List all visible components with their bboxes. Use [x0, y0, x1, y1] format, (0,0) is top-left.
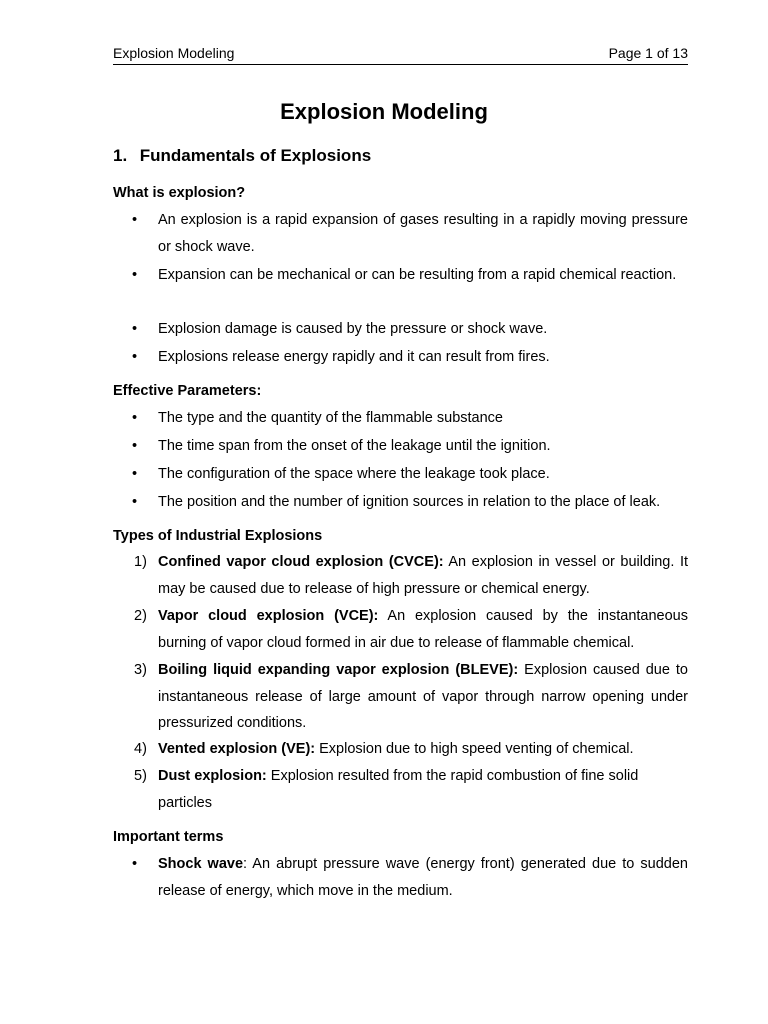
item-body	[158, 603, 688, 656]
parameters-heading: Effective Parameters:	[113, 383, 262, 399]
item-body	[158, 736, 688, 763]
item-body	[158, 763, 658, 816]
numbered-item	[113, 763, 688, 816]
item-number: 1)	[134, 554, 147, 570]
item-description: An explosion in vessel or building. It may be caused due to release of high pressure or chemical energy.	[158, 554, 689, 597]
types-heading: Types of Industrial Explosions	[113, 528, 323, 544]
list-item-text: Explosion damage is caused by the pressure or shock wave.	[158, 321, 548, 337]
item-term: Vented explosion (VE):	[158, 741, 316, 757]
list-item	[113, 344, 688, 371]
list-item-text: The type and the quantity of the flammable substance	[158, 410, 503, 426]
bullet-marker: •	[132, 856, 138, 872]
item-term: Shock wave	[158, 856, 244, 872]
list-item-text: Expansion can be mechanical or can be resulting from a rapid chemical reaction.	[158, 267, 677, 283]
header-page-number: Page 1 of 13	[608, 45, 688, 61]
item-body	[158, 851, 688, 904]
list-item	[113, 207, 688, 260]
item-number: 2)	[134, 608, 147, 624]
item-description: An explosion caused by the instantaneous burning of vapor cloud formed in air due to release of flammable chemical.	[158, 608, 688, 651]
list-item	[113, 489, 688, 516]
list-item	[113, 262, 688, 289]
section-title: Fundamentals of Explosions	[139, 146, 372, 165]
item-term: Vapor cloud explosion (VCE):	[158, 608, 379, 624]
terms-heading: Important terms	[113, 829, 224, 845]
item-term: Confined vapor cloud explosion (CVCE):	[158, 554, 444, 570]
numbered-item	[113, 736, 688, 763]
item-number: 3)	[134, 662, 147, 678]
document-title: Explosion Modeling	[280, 99, 488, 124]
running-header	[113, 45, 688, 65]
what-is-heading: What is explosion?	[113, 185, 246, 201]
numbered-item	[113, 657, 688, 737]
bullet-marker: •	[132, 494, 138, 510]
item-body	[158, 657, 688, 737]
bullet-marker: •	[132, 438, 138, 454]
section-number: 1.	[113, 146, 128, 165]
list-item-text: An explosion is a rapid expansion of gases resulting in a rapidly moving pressure or shock wave.	[158, 212, 688, 255]
list-item	[113, 433, 688, 460]
item-description: Explosion caused due to instantaneous release of large amount of vapor through narrow opening under pressurized conditions.	[158, 662, 688, 731]
header-doc-name: Explosion Modeling	[113, 45, 235, 61]
bullet-marker: •	[132, 466, 138, 482]
item-description: : An abrupt pressure wave (energy front) generated due to sudden release of energy, which move in the medium.	[158, 856, 688, 899]
section-heading	[113, 145, 371, 167]
item-number: 4)	[134, 741, 147, 757]
list-item	[113, 316, 688, 343]
list-item-text: The position and the number of ignition sources in relation to the place of leak.	[158, 494, 661, 510]
bullet-marker: •	[132, 212, 138, 228]
list-item-text: The time span from the onset of the leakage until the ignition.	[158, 438, 551, 454]
list-item	[113, 851, 688, 904]
item-body	[158, 549, 688, 602]
list-item-text: The configuration of the space where the leakage took place.	[158, 466, 550, 482]
item-description: Explosion resulted from the rapid combustion of fine solid particles	[158, 768, 639, 811]
item-description: Explosion due to high speed venting of chemical.	[315, 741, 634, 757]
bullet-marker: •	[132, 410, 138, 426]
item-number: 5)	[134, 768, 147, 784]
bullet-marker: •	[132, 349, 138, 365]
item-term: Dust explosion:	[158, 768, 267, 784]
bullet-marker: •	[132, 321, 138, 337]
numbered-item	[113, 603, 688, 656]
bullet-marker: •	[132, 267, 138, 283]
numbered-item	[113, 549, 688, 602]
list-item	[113, 461, 688, 488]
list-item-text: Explosions release energy rapidly and it can result from fires.	[158, 349, 550, 365]
list-item	[113, 405, 688, 432]
item-term: Boiling liquid expanding vapor explosion (BLEVE):	[158, 662, 519, 678]
